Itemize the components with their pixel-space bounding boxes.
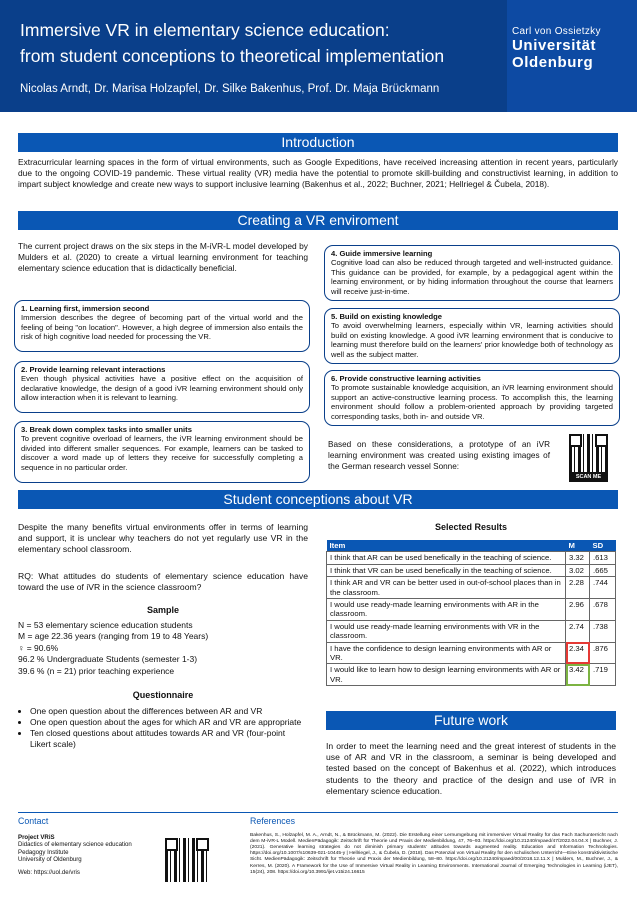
creating-heading: Creating a VR enviroment [18, 211, 618, 230]
university-logo: Carl von Ossietzky Universität Oldenburg [512, 26, 601, 71]
table-row: I have the confidence to design learning environments with AR or VR. 2.34 .876 [327, 642, 616, 664]
table-row: I think that AR can be used benefically in the teaching of science. 3.32 .613 [327, 552, 616, 564]
step-2-box: 2. Provide learning relevant interactions Even though physical activities have a positive effect on the acquisition of declarative knowledge, the design of a good iVR learning environment should only allow interaction when it is relevant to learning. [14, 361, 310, 413]
intro-text: Extracurricular learning spaces in the form of virtual environments, such as Google Expeditions, have received increasing attention in recent years, particularly due to the ongoing COVID-19 pandemic. These virtual reality (VR) media have the potential to promote skill-building and constructivist learning, in addition to impart subject knowledge and create new ways to support inclusive learning (Bakenhus et al., 2022; Buchner, 2021; Hellriegel & Čubela, 2018). [18, 157, 618, 189]
results-table: Item M SD I think that AR can be used benefically in the teaching of science. 3.32 .613 I think that VR can be used benefically in the teaching of science. 3.02 .665 I think AR and VR can be better used in out-of-school places than in the classroom. 2.28 .744 I would use ready-made learning environments with AR in the classroom. 2.96 .678 I would use ready-made learning environments with VR in the classroom. 2.74 .738 I have the confidence to design learning environments with AR or VR. 2.34 .876 I would like to learn how to design learning environments with AR or VR. 3.42 .719 [326, 540, 616, 686]
future-text: In order to meet the learning need and the great interest of students in the use of AR and VR in the classroom, a seminar is being developed and tested based on the concept of Bakenhus et al. (2022), which introduces students to the theory and practice of the design and use of iVR in elementary science education. [326, 741, 616, 796]
table-row: I think that VR can be used benefically in the teaching of science. 3.02 .665 [327, 564, 616, 576]
table-row: I think AR and VR can be better used in out-of-school places than in the classroom. 2.28 .744 [327, 577, 616, 599]
questionnaire-list: • One open question about the differences between AR and VR • One open question about the ages for which AR and VR are appropriate • Ten closed questions about attitudes towards AR and VR (four-point Likert scale) [18, 706, 308, 750]
footer-divider [18, 812, 618, 813]
step-3-box: 3. Break down complex tasks into smaller units To prevent cognitive overload of learners, the iVR learning environment should be divided into different smaller sequences. For example, learners can be tasked to discover a word made up of letters they receive for successfully completing a sequence in no particular order. [14, 421, 310, 483]
prototype-qr-code[interactable] [569, 434, 608, 472]
step-4-box: 4. Guide immersive learning Cognitive load can also be reduced through targeted and well-instructed guidance. This guidance can be provided, for example, by a pedagogical agent within the learning environment, or by hiding information throughout the course that learners will receive just-in-time. [324, 245, 620, 301]
sample-heading: Sample [146, 605, 179, 615]
results-heading: Selected Results [434, 522, 508, 532]
prototype-text: Based on these considerations, a prototype of an iVR learning environment was created using existing images of the German research vessel Sonne: [328, 440, 550, 471]
step-1-box: 1. Learning first, immersion second Immersion describes the degree of becoming part of the virtual world and the feeling of being "on location". However, a high degree of immersion also entails the risk of high cognitive load needed for processing the VR. [14, 300, 310, 352]
table-row: I would use ready-made learning environments with AR in the classroom. 2.96 .678 [327, 599, 616, 621]
authors: Nicolas Arndt, Dr. Marisa Holzapfel, Dr. Silke Bakenhus, Prof. Dr. Maja Brückmann [20, 83, 440, 95]
contact-qr-code[interactable] [165, 838, 209, 882]
contact-block: Contact Project VRiS Didactics of elementary science education Pedagogy Institute University of Oldenburg Web: https://uol.de/vris [18, 818, 158, 876]
conceptions-intro: Despite the many benefits virtual environments offer in terms of learning and support, it is unclear why teachers do not yet regularly use VR in the elementary school classroom. [18, 522, 308, 554]
sample-list: N = 53 elementary science education students M = age 22.36 years (ranging from 19 to 48 Years) ♀ = 90.6% 96.2 % Undergraduate Students (semester 1-3) 39.6 % (n = 21) prior teaching experience [18, 620, 209, 676]
step-6-box: 6. Provide constructive learning activities To promote sustainable knowledge acquisition, an iVR learning environment should support an active-constructive learning process. To accomplish this, the learning environment should follow a problem-oriented approach by providing targeted corresponding tasks, both in- and outside VR. [324, 370, 620, 426]
conceptions-heading: Student conceptions about VR [18, 490, 618, 509]
table-row: I would use ready-made learning environments with VR in the classroom. 2.74 .738 [327, 620, 616, 642]
step-5-box: 5. Build on existing knowledge To avoid overwhelming learners, especially within VR, learning activities should build on existing knowledge. A good iVR learning environment that is conducive to learning must therefore build on the learners' prior knowledge both of technology as well as the subject matter. [324, 308, 620, 364]
creating-text: The current project draws on the six steps in the M-iVR-L model developed by Mulders et al. (2020) to create a virtual learning environment for teaching elementary science education that is didactically beneficial. [18, 241, 308, 273]
references-block: References Bakenhus, S., Holzapfel, M. A., Arndt, N., & Brückmann, M. (2022). Die Erstellung einer Lernumgebung mit immersiver Virtual Reality für das Fach Sachunterricht nach dem M-iVR-L Modell. MedienPädagogik: Zeitschrift für Theorie und Praxis der Medienbildung, 47, 76–93. https://doi.org/10.21240/mpaed/47/2022.04.04.X | Buchner, J. (2021). Generative learning strategies do not diminish primary students' attitudes towards augmented reality. Education and Information Technologies. https://doi.org/10.1007/s10639-021-10445-y | Hellriegel, J., & Čubela, D. (2018). Das Potenzial von Virtual Reality für den schulischen Unterricht—Eine konstruktivistische Sicht. MedienPädagogik: Zeitschrift für Theorie und Praxis der Medienbildung, 58–80. https://doi.org/10.21240/mpaed/00/2018.12.11.X | Mulders, M., Buchner, J., & Kerres, M. (2020). A Framework for the Use of Immersive Virtual Reality in Learning Environments. International Journal of Emerging Technologies in Learning (iJET), 15(24), 208. https://doi.org/10.3991/ijet.v15i24.16615 [250, 816, 618, 875]
questionnaire-heading: Questionnaire [132, 690, 194, 700]
research-question: RQ: What attitudes do students of elementary science education have toward the use of iVR in the science classroom? [18, 571, 308, 592]
poster-header [0, 0, 637, 112]
scan-me-label: SCAN ME [569, 472, 608, 482]
future-heading: Future work [326, 711, 616, 730]
table-row: I would like to learn how to design learning environments with AR or VR. 3.42 .719 [327, 664, 616, 686]
contact-web-link[interactable]: Web: https://uol.de/vris [18, 869, 80, 877]
poster-title: Immersive VR in elementary science education: from student conceptions to theoretical implementation [20, 20, 445, 66]
intro-heading: Introduction [18, 133, 618, 152]
